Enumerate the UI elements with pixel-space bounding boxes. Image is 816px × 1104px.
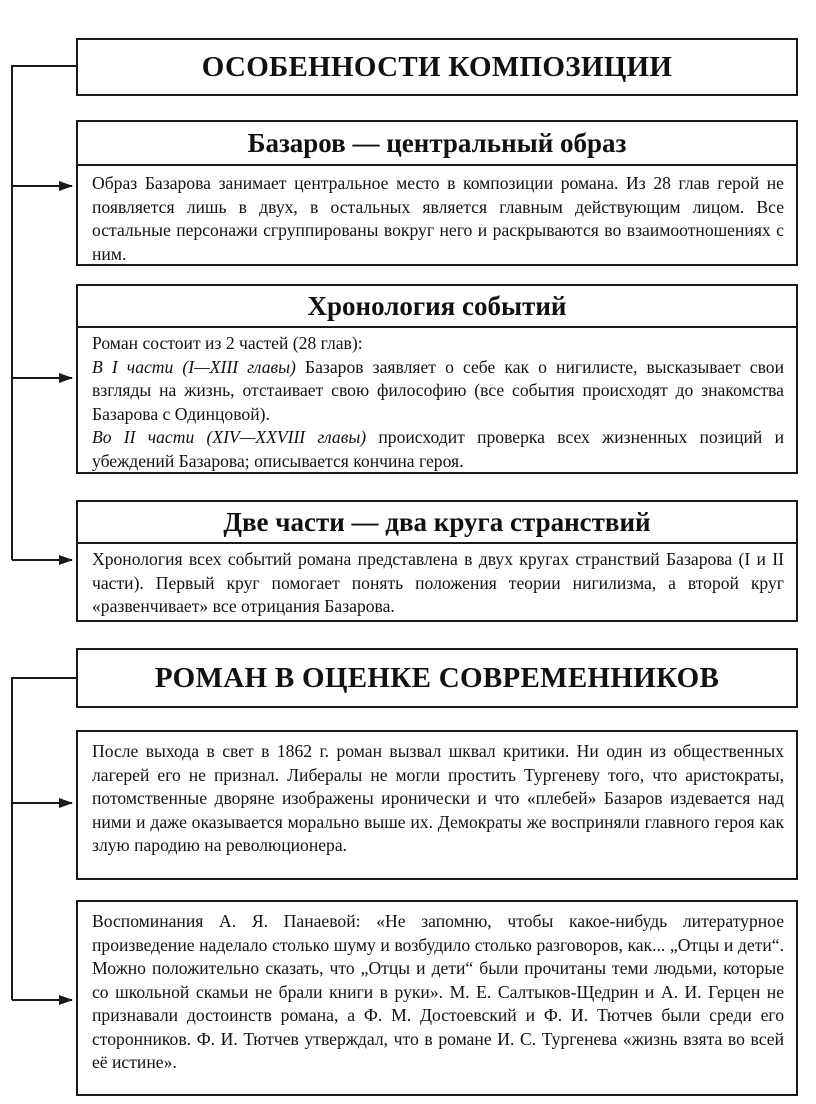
block-heading: Базаров — центральный образ [78,122,796,166]
section1-title: ОСОБЕННОСТИ КОМПОЗИЦИИ [201,50,673,83]
part2-text: происходит проверка всех жизненных позиций и убеждений Базарова; описывается кончина героя. [92,427,784,471]
block-text: После выхода в свет в 1862 г. роман вызвал шквал критики. Ни один из общественных лагерей его не признал. Либералы не могли простить Тургеневу того, что аристократы, потомственные дворяне изображены иронически и что «плебей» Базаров издевается над ними и даже оказывается морально выше их. Демократы же восприняли главного героя как злую пародию на революционера. [92,741,784,855]
block-two-parts [76,500,798,622]
section1-title-box [76,38,798,96]
block-text: Образ Базарова занимает центральное место в композиции романа. Из 28 глав герой не появляется лишь в двух, в остальных является главным действующим лицом. Все остальные персонажи сгруппированы вокруг него и раскрываются во взаимоотношениях с ним. [92,173,784,264]
block-memoirs [76,900,798,1096]
block-text [92,332,784,473]
section2-bracket [12,678,76,1000]
block-chronology [76,284,798,474]
block-text: Воспоминания А. Я. Панаевой: «Не запомню, чтобы какое-нибудь литературное произведение наделало столько шуму и возбудило столько разговоров, как... „Отцы и дети“. Можно положительно сказать, что „Отцы и дети“ были прочитаны теми людьми, которые со школьной скамьи не брали книги в руки». М. Е. Салтыков-Щедрин и А. И. Герцен не признавали достоинств романа, а Ф. М. Достоевский и Ф. И. Тютчев были среди его сторонников. Ф. И. Тютчев утверждал, что в романе И. С. Тургенева «жизнь взята во всей её истине». [92,911,784,1072]
block-heading: Хронология событий [78,286,796,328]
part1-text: Базаров заявляет о себе как о нигилисте, высказывает свои взгляды на жизнь, отстаивает свою философию (все события происходят до знакомства Базарова с Одинцовой). [92,356,784,424]
block-criticism [76,730,798,880]
part2-label: Во II части (XIV—XXVIII главы) [92,427,367,447]
block-bazarov-central [76,120,798,266]
chronology-part2 [92,426,784,473]
chronology-part1 [92,356,784,427]
block-text: Хронология всех событий романа представлена в двух кругах странствий Базарова (I и II части). Первый круг помогает понять положения теории нигилизма, а второй круг «развенчивает» все отрицания Базарова. [92,549,784,616]
chronology-intro: Роман состоит из 2 частей (28 глав): [92,333,363,353]
part1-label: В I части (I—XIII главы) [92,356,296,377]
section1-bracket [12,66,76,560]
block-heading: Две части — два круга странствий [78,502,796,544]
section2-title: РОМАН В ОЦЕНКЕ СОВРЕМЕННИКОВ [154,661,720,694]
section2-title-box [76,648,798,708]
